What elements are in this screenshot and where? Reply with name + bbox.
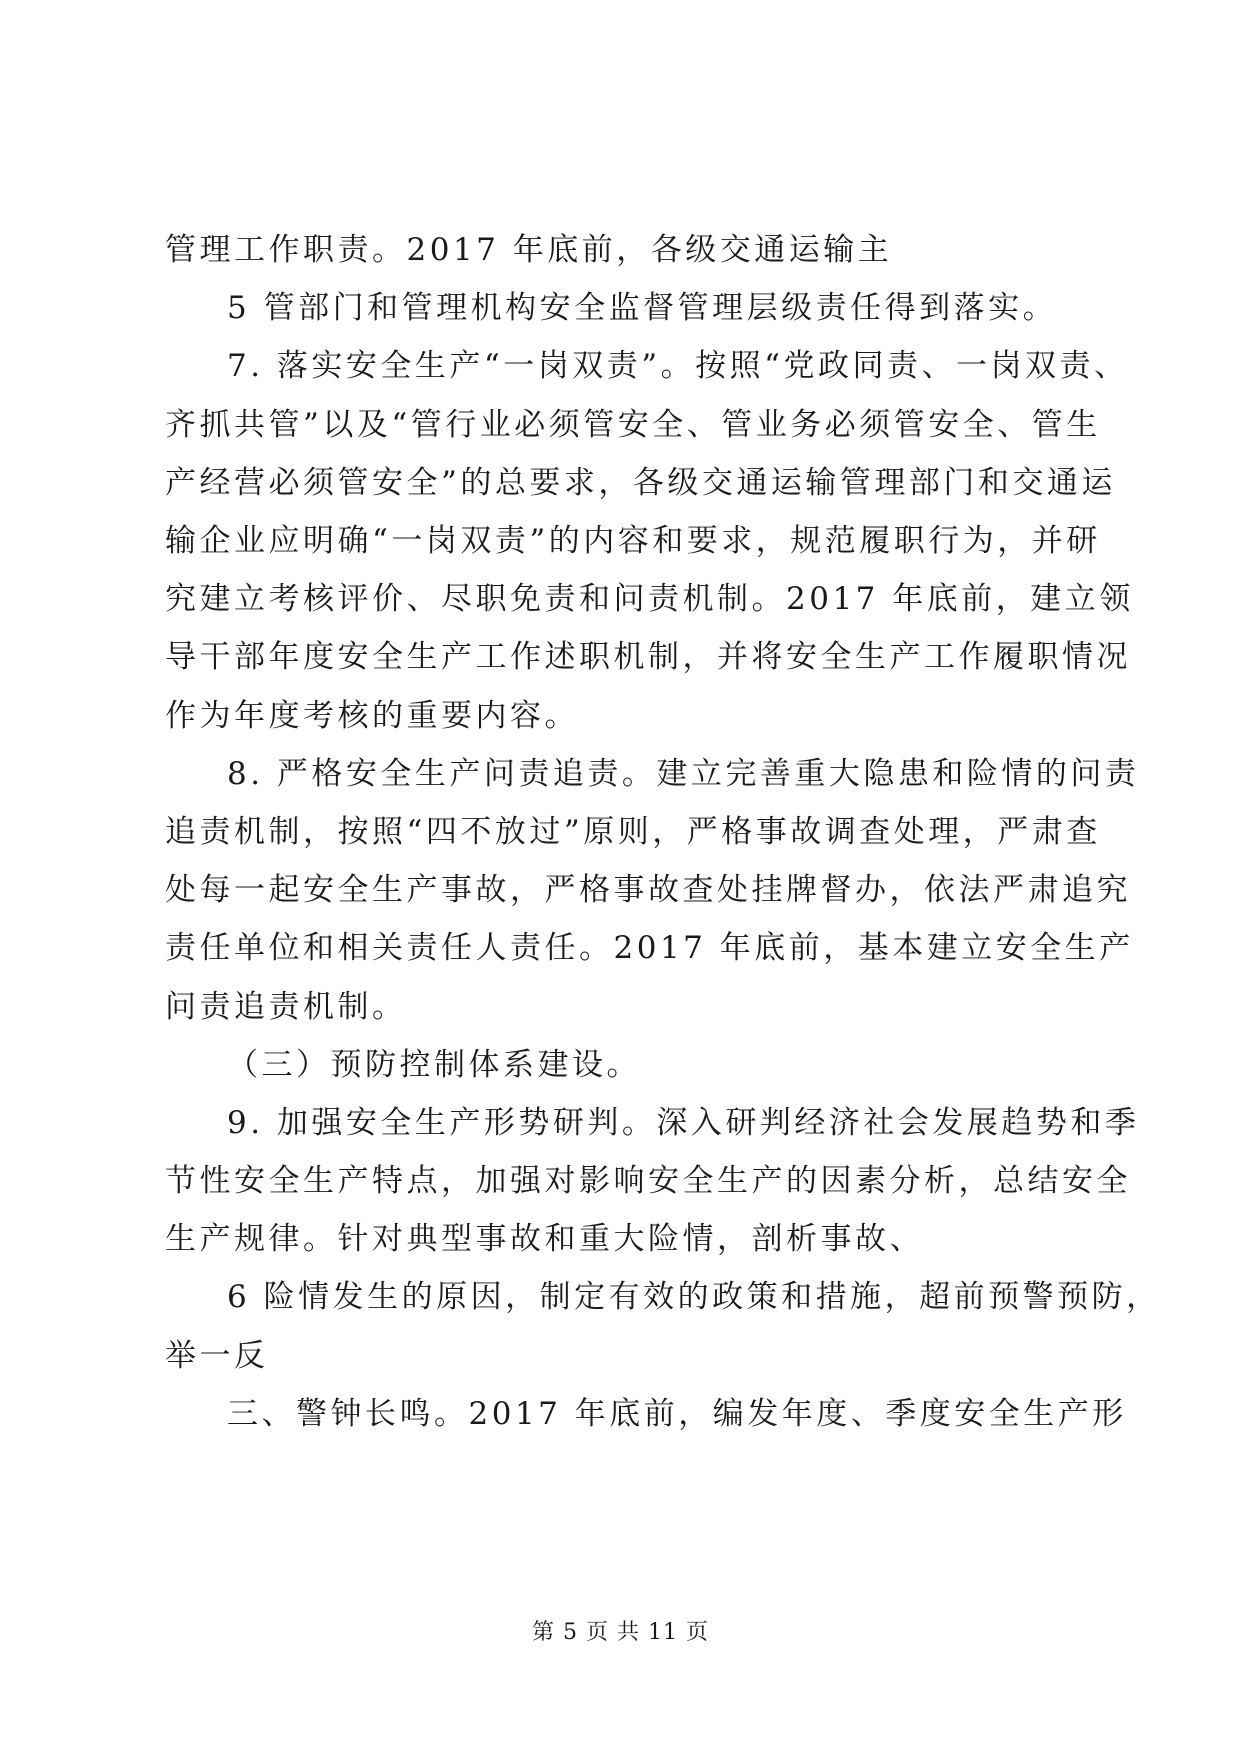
text-line: 7. 落实安全生产“一岗双责”。按照“党政同责、一岗双责、 <box>227 348 1129 384</box>
text-line: 5 管部门和管理机构安全监督管理层级责任得到落实。 <box>227 290 1058 326</box>
text-line: 三、警钟长鸣。2017 年底前，编发年度、季度安全生产形 <box>227 1396 1127 1432</box>
text-line: 追责机制，按照“四不放过”原则，严格事故调查处理，严肃查 <box>165 814 1101 850</box>
text-line: 输企业应明确“一岗双责”的内容和要求，规范履职行为，并研 <box>165 523 1101 559</box>
text-line: 产经营必须管安全”的总要求，各级交通运输管理部门和交通运 <box>165 465 1116 501</box>
page-number-footer: 第 5 页 共 11 页 <box>532 1620 709 1645</box>
text-line: 举一反 <box>165 1338 269 1374</box>
text-line: 生产规律。针对典型事故和重大险情，剖析事故、 <box>165 1221 924 1257</box>
text-line: 问责追责机制。 <box>165 989 407 1025</box>
text-line: 齐抓共管”以及“管行业必须管安全、管业务必须管安全、管生 <box>165 407 1101 443</box>
text-line: 节性安全生产特点，加强对影响安全生产的因素分析，总结安全 <box>165 1163 1131 1199</box>
text-line: 究建立考核评价、尽职免责和问责机制。2017 年底前，建立领 <box>165 581 1134 617</box>
text-line: 处每一起安全生产事故，严格事故查处挂牌督办，依法严肃追究 <box>165 872 1131 908</box>
text-line: 作为年度考核的重要内容。 <box>165 698 579 734</box>
text-line: 9. 加强安全生产形势研判。深入研判经济社会发展趋势和季 <box>227 1105 1140 1141</box>
section-heading: （三）预防控制体系建设。 <box>227 1047 641 1083</box>
text-line: 责任单位和相关责任人责任。2017 年底前，基本建立安全生产 <box>165 930 1134 966</box>
text-line: 6 险情发生的原因，制定有效的政策和措施，超前预警预防， <box>227 1279 1161 1315</box>
text-line: 管理工作职责。2017 年底前，各级交通运输主 <box>165 232 893 268</box>
text-line: 8. 严格安全生产问责追责。建立完善重大隐患和险情的问责 <box>227 756 1140 792</box>
text-line: 导干部年度安全生产工作述职机制，并将安全生产工作履职情况 <box>165 639 1131 675</box>
